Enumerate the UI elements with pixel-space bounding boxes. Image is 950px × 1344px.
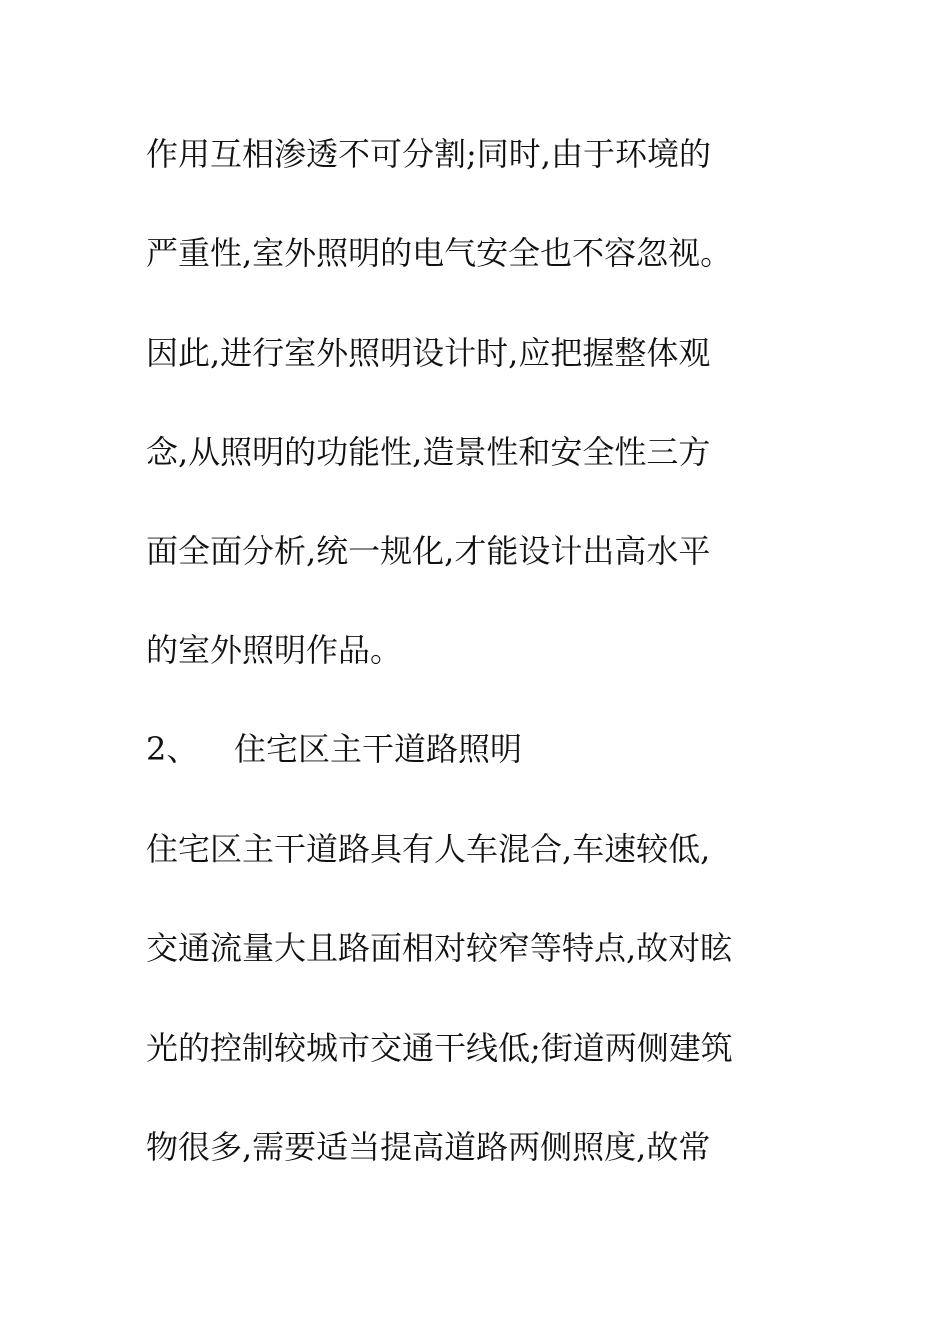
paragraph-1-line-2: 严重性,室外照明的电气安全也不容忽视。	[146, 234, 733, 272]
section-number: 2、	[146, 730, 199, 768]
paragraph-1-line-6: 的室外照明作品。	[146, 631, 403, 669]
paragraph-1-line-3: 因此,进行室外照明设计时,应把握整体观	[146, 334, 711, 372]
paragraph-2-line-1: 住宅区主干道路具有人车混合,车速较低,	[146, 830, 711, 868]
paragraph-2-line-2: 交通流量大且路面相对较窄等特点,故对眩	[146, 929, 733, 967]
section-title: 住宅区主干道路照明	[234, 730, 523, 768]
paragraph-1-line-4: 念,从照明的功能性,造景性和安全性三方	[146, 433, 711, 471]
paragraph-1-line-5: 面全面分析,统一规化,才能设计出高水平	[146, 532, 711, 570]
paragraph-1-line-1: 作用互相渗透不可分割;同时,由于环境的	[146, 135, 711, 173]
section-heading	[146, 729, 522, 769]
paragraph-2-line-3: 光的控制较城市交通干线低;街道两侧建筑	[146, 1029, 733, 1067]
paragraph-2-line-4: 物很多,需要适当提高道路两侧照度,故常	[146, 1128, 711, 1166]
